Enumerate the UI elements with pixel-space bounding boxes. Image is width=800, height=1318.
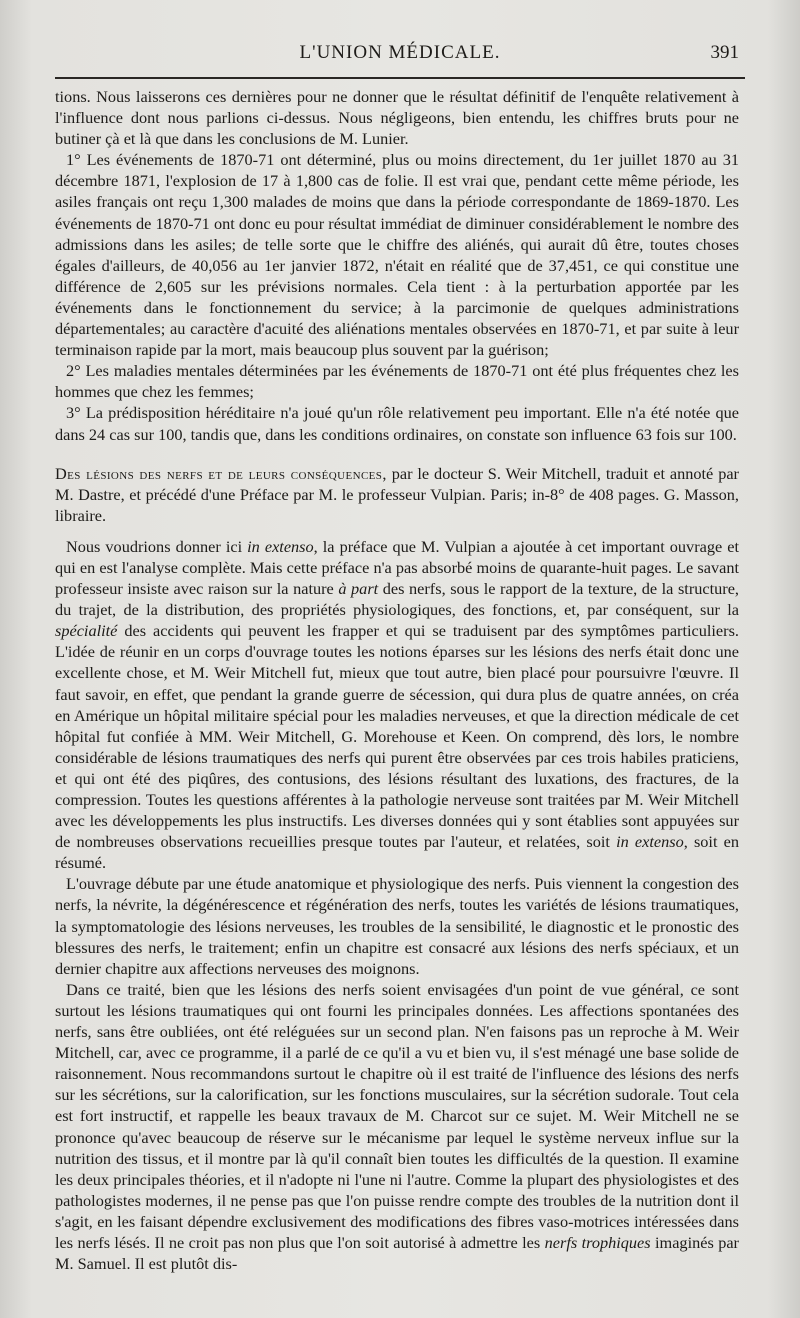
- text-run: Dans ce traité, bien que les lésions des nerfs soient envisagées d'un point de vue général, ce sont surtout les lésions traumatiques qui ont fourni les principales données. Les affections spontanées des nerfs, sans être oubliées, ont été reléguées sur un second plan. N'en faisons pas un reproche à M. Weir Mitchell, car, avec ce programme, il a parlé de ce qu'il a vu et bien vu, il s'est ménagé une base solide de raisonnement. Nous recommandons surtout le chapitre où il est traité de l'influence des lésions des nerfs sur les sécrétions, sur la calorification, sur les fonctions musculaires, sur la sécrétion sudorale. Tout cela est fort instructif, et rappelle les beaux travaux de M. Charcot sur ce sujet. M. Weir Mitchell ne se prononce qu'avec beaucoup de réserve sur le mécanisme par lequel le système nerveux influe sur la nutrition des tissus, et il montre par là qu'il connaît bien toutes les difficultés de la question. Il examine les deux principales théories, et il n'adopte ni l'une ni l'autre. Comme la plupart des physiologistes et des pathologistes modernes, il ne pense pas que l'on puisse rendre compte des troubles de la nutrition dont il s'agit, en les faisant dépendre exclusivement des modifications des fibres vaso-motrices intéressées dans les nerfs lésés. Il ne croit pas non plus que l'on soit autorisé à admettre les: [55, 979, 739, 1252]
- review-book-details: par le docteur S. Weir Mitchell, traduit et annoté par M. Dastre, et précédé d'une Préface par M. le professeur Vulpian. Paris; in-8° de 408 pages. G. Masson, libraire.: [55, 463, 739, 525]
- italic-run: à part: [338, 579, 379, 599]
- paragraph-point-1: 1° Les événements de 1870-71 ont déterminé, plus ou moins directement, du 1er juillet 1870 au 31 décembre 1871, l'explosion de 17 à 1,800 cas de folie. Il est vrai que, pendant cette même période, les asiles français ont reçu 1,300 malades de moins que dans la période correspondante de 1869-1870. Les événements de 1870-71 ont donc eu pour résultat immédiat de diminuer considérablement le nombre des admissions dans les asiles; de telle sorte que le chiffre des aliénés, qui aurait dû être, toutes choses égales d'ailleurs, de 40,056 au 1er janvier 1872, n'était en réalité que de 37,451, ce qui constitue une différence de 2,605 sur les prévisions normales. Cela tient : à la perturbation apportée par les événements dans le fonctionnement du service; à la parcimonie de quelques administrations départementales; au caractère d'acuité des aliénations mentales observées en 1870-71, et par suite à leur terminaison rapide par la mort, mais beaucoup plus souvent par la guérison;: [55, 150, 739, 360]
- review-paragraph-3: [55, 979, 739, 1274]
- text-run: , soit en résumé.: [55, 832, 740, 873]
- article-body: [55, 86, 739, 1274]
- review-book-title: Des lésions des nerfs et de leurs conséquences,: [55, 463, 387, 483]
- italic-run: spécialité: [55, 621, 118, 641]
- text-run: des accidents qui peuvent les frapper et qui se traduisent par des symptômes particuliers. L'idée de réunir en un corps d'ouvrage toutes les notions éparses sur les lésions des nerfs était donc une excellente chose, et M. Weir Mitchell fut, mieux que tout autre, bien placé pour poursuivre l'œuvre. Il faut savoir, en effet, que pendant la grande guerre de sécession, qui dura plus de quatre années, on créa en Amérique un hôpital militaire spécial pour les maladies nerveuses, et que la direction médicale de cet hôpital fut confiée à MM. Weir Mitchell, G. Morehouse et Keen. On comprend, dès lors, le nombre considérable de lésions traumatiques des nerfs qui purent être observées par ces trois habiles praticiens, et qui ont été des piqûres, des contusions, des lésions résultant des luxations, des fractures, de la compression. Toutes les questions afférentes à la pathologie nerveuse sont traitées par M. Weir Mitchell avec les développements les plus instructifs. Les diverses données qui y sont établies sont appuyées sur de nombreuses observations recueillies presque toutes par l'auteur, et relatées, soit: [55, 621, 739, 852]
- text-run: imaginés par M. Samuel. Il est plutôt dis-: [55, 1232, 739, 1274]
- header-rule: [55, 77, 745, 79]
- italic-run: in extenso: [616, 832, 684, 852]
- page-header: [55, 36, 745, 72]
- running-title: L'UNION MÉDICALE.: [299, 42, 501, 63]
- text-run: des nerfs, sous le rapport de la texture, de la structure, du trajet, de la distribution, des propriétés physiologiques, des fonctions, et, par conséquent, sur la: [55, 579, 739, 620]
- text-run: , la préface que M. Vulpian a ajoutée à cet important ouvrage et qui en est l'analyse complète. Mais cette préface n'a pas absorbé moins de quarante-huit pages. Le savant professeur insiste avec raison sur la nature: [55, 536, 740, 599]
- italic-run: in extenso: [247, 536, 314, 556]
- review-heading: [55, 463, 739, 526]
- review-paragraph-1: [55, 536, 739, 874]
- text-run: Nous voudrions donner ici: [66, 536, 248, 556]
- paragraph-point-3: 3° La prédisposition héréditaire n'a joué qu'un rôle relativement peu important. Elle n'a été notée que dans 24 cas sur 100, tandis que, dans les conditions ordinaires, on constate son influence 63 fois sur 100.: [55, 403, 739, 444]
- page-number: 391: [710, 42, 739, 63]
- paragraph-point-2: 2° Les maladies mentales déterminées par les événements de 1870-71 ont été plus fréquentes chez les hommes que chez les femmes;: [55, 361, 739, 402]
- italic-run: nerfs trophiques: [544, 1232, 651, 1252]
- review-paragraph-2: L'ouvrage débute par une étude anatomique et physiologique des nerfs. Puis viennent la congestion des nerfs, la névrite, la dégénérescence et régénération des nerfs, toutes les variétés de lésions traumatiques, la symptomatologie des lésions nerveuses, les troubles de la sensibilité, le diagnostic et le pronostic des blessures des nerfs, le traitement; enfin un chapitre est consacré aux lésions des nerfs spéciaux, et un dernier chapitre aux affections nerveuses des moignons.: [55, 874, 739, 978]
- paragraph-continuation: tions. Nous laisserons ces dernières pour ne donner que le résultat définitif de l'enquête relativement à l'influence dont nous parlions ci-dessus. Nous négligeons, bien entendu, les chiffres bruts pour ne butiner çà et là que dans les conclusions de M. Lunier.: [55, 87, 739, 149]
